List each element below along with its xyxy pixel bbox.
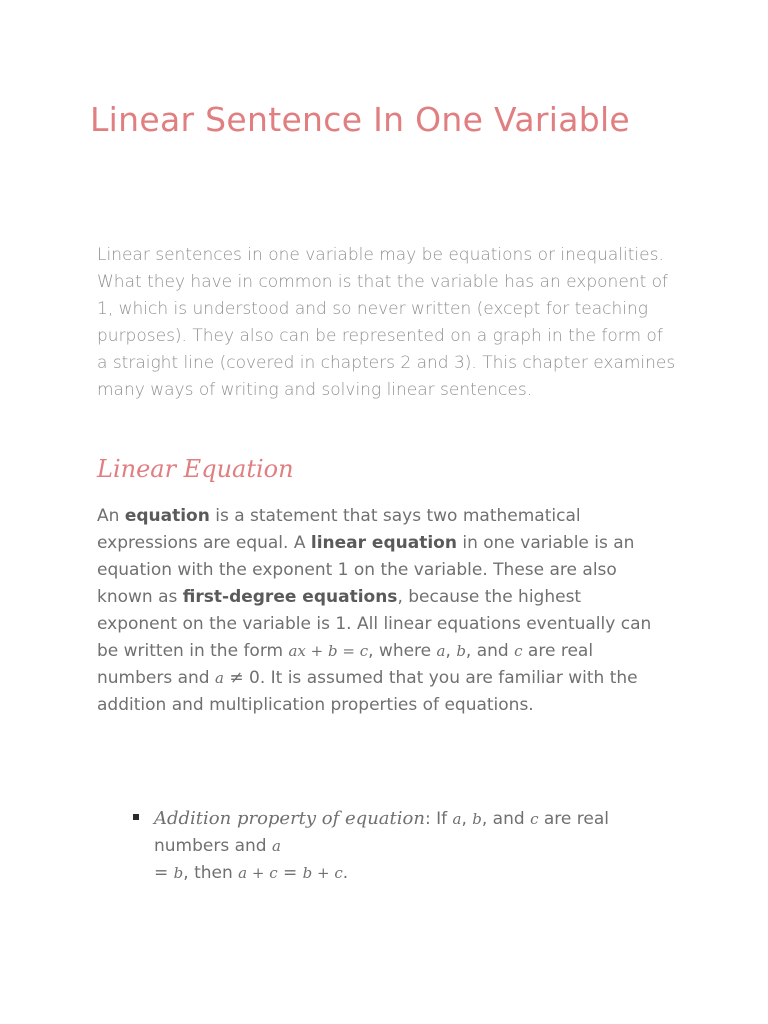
text-run: , and bbox=[481, 809, 531, 829]
page-title: Linear Sentence In One Variable bbox=[90, 100, 631, 139]
text-run: are real numbers and bbox=[154, 809, 609, 856]
text-run: ≠ 0. It is assumed that you are familiar with the addition and multiplication properties of equations. bbox=[97, 668, 638, 715]
text-run: is a statement that says two mathematical expressions are equal. A bbox=[97, 506, 581, 553]
text-run: : If bbox=[424, 809, 453, 829]
variable-c: c bbox=[530, 810, 539, 828]
general-form: ax + b = c bbox=[288, 642, 369, 660]
term-linear-equation: linear equation bbox=[310, 533, 457, 553]
variable-c: c bbox=[514, 642, 523, 660]
term-first-degree-equations: first-degree equations bbox=[182, 587, 398, 607]
text-run: , bbox=[445, 641, 457, 661]
bullet-square-icon bbox=[133, 814, 139, 820]
variable-b: b bbox=[173, 864, 184, 882]
text-run: , where bbox=[368, 641, 437, 661]
property-list bbox=[130, 805, 650, 887]
section-heading: Linear Equation bbox=[97, 455, 294, 483]
property-name: Addition property of equation bbox=[154, 808, 425, 829]
text-run: = bbox=[154, 863, 174, 883]
text-run: , and bbox=[465, 641, 515, 661]
definition-paragraph bbox=[97, 503, 662, 719]
variable-b: b bbox=[456, 642, 466, 660]
variable-a: a bbox=[436, 642, 446, 660]
text-run: . bbox=[342, 863, 349, 883]
list-item bbox=[130, 805, 650, 887]
text-run: in one variable is an equation with the exponent 1 on the variable. These are also known as bbox=[97, 533, 635, 607]
text-run: are real numbers and bbox=[97, 641, 594, 688]
term-equation: equation bbox=[124, 506, 210, 526]
text-run: , then bbox=[183, 863, 239, 883]
variable-a: a bbox=[215, 669, 224, 687]
variable-b: b bbox=[472, 810, 482, 828]
expression-right: b + c bbox=[302, 864, 343, 882]
variable-a: a bbox=[452, 810, 462, 828]
text-run: , bbox=[461, 809, 473, 829]
text-run: = bbox=[277, 863, 303, 883]
variable-a: a bbox=[272, 837, 281, 855]
text-run: , because the highest exponent on the variable is 1. All linear equations eventually can be written in the form bbox=[97, 587, 652, 661]
text-run: An bbox=[97, 506, 125, 526]
intro-paragraph: Linear sentences in one variable may be equations or inequalities. What they have in common is that the variable has an exponent of 1, which is understood and so never written (except for teaching purposes). They also can be represented on a graph in the form of a straight line (covered in chapters 2 and 3). This chapter examines many ways of writing and solving linear sentences. bbox=[97, 245, 676, 400]
expression-left: a + c bbox=[238, 864, 278, 882]
